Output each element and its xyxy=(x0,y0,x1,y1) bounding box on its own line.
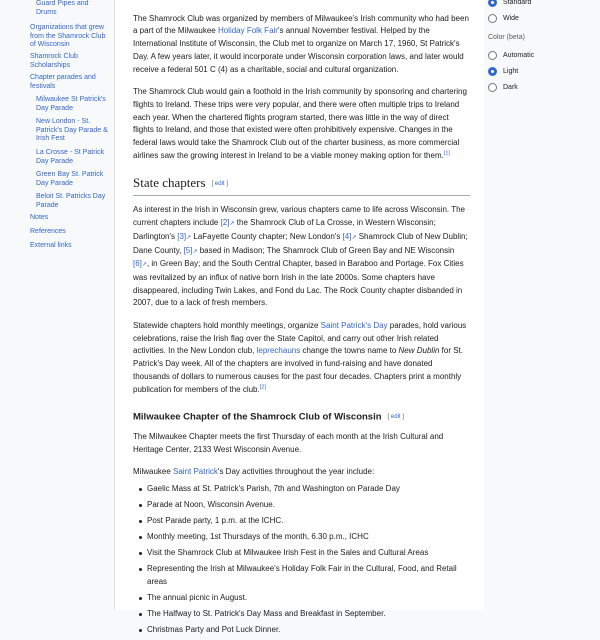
paragraph-text: The Shamrock Club would gain a foothold in the Irish community by sponsoring and chartering flights to Ireland. These trips were very popular, and there were often multiple trips to Ireland each year. When the chartered flights program started, there was little in the way of direct flights to Ireland, and those that existed were often prohibitively expensive. Changes in the federal laws would take the Shamrock Club out of the charter business, as more commercial airlines saw the growing interest in Ireland to be a viable money making option for them. xyxy=(133,87,467,160)
paragraph-text: As interest in the Irish in Wisconsin grew, various chapters came to life across Wisconsin. The current chapters include xyxy=(133,205,465,228)
reference-link[interactable]: [2] xyxy=(220,218,230,228)
external-link-icon: ↗ xyxy=(141,262,147,269)
radio-icon[interactable] xyxy=(488,51,497,60)
paragraph-text: the Shamrock Club of La Crosse, in Western Wisconsin; Darlington's xyxy=(133,218,436,241)
list-item: Parade at Noon, Wisconsin Avenue. xyxy=(139,499,470,512)
paragraph-activities-intro xyxy=(133,466,470,479)
list-item: Monthly meeting, 1st Thursdays of the month, 6.30 p.m., ICHC xyxy=(139,531,470,544)
external-link-icon: ↗ xyxy=(192,248,198,255)
paragraph-flights xyxy=(133,86,470,162)
reference-1[interactable]: [1] xyxy=(443,150,450,157)
toc-item-new-london[interactable]: New London - St. Patrick's Day Parade & Irish Fest xyxy=(36,118,108,143)
new-dublin-italic: New Dublin xyxy=(398,346,440,356)
milwaukee-chapter-heading xyxy=(133,410,470,425)
radio-icon[interactable] xyxy=(488,83,497,92)
list-item: Christmas Party and Pot Luck Dinner. xyxy=(139,624,470,637)
toc-item-la-crosse[interactable]: La Crosse - St Patrick Day Parade xyxy=(36,149,105,165)
color-option-automatic[interactable] xyxy=(488,51,534,60)
option-label: Dark xyxy=(503,84,518,91)
toc-item-notes[interactable]: Notes xyxy=(30,214,49,221)
toc-item-references[interactable]: References xyxy=(30,228,66,235)
paragraph-activities xyxy=(133,320,470,396)
paragraph-chapters xyxy=(133,204,470,310)
paragraph-organized xyxy=(133,13,470,77)
paragraph-text: change the towns name to xyxy=(300,346,399,356)
toc-item-organizations[interactable]: Organizations that grew from the Shamrock Club of Wisconsin xyxy=(30,24,106,49)
toc-item-green-bay[interactable]: Green Bay St. Patrick Day Parade xyxy=(36,171,104,187)
edit-section xyxy=(388,414,404,420)
paragraph-text: parades, hold various celebrations, raise the Irish flag over the State Capitol, and carry out other Irish related activities. In the New London club, xyxy=(133,321,467,356)
leprechauns-link[interactable]: leprechauns xyxy=(256,346,301,356)
paragraph-text: Statewide chapters hold monthly meetings, organize xyxy=(133,321,321,331)
toc-item-scholarships[interactable]: Shamrock Club Scholarships xyxy=(30,53,78,69)
bracket: ] xyxy=(400,414,404,421)
paragraph-text: , in Green Bay; and the South Central Chapter, based in Baraboo and Portage. Fox Cities was revitalized by an influx of native born Irish in the late 2000s. Some chapters have disappeared, including Twin Lakes, and Fond du Lac. The Rock County chapter disbanded in 2007, due to a lack of fresh members. xyxy=(133,259,464,308)
toc-item-milwaukee-parade[interactable]: Milwaukee St Patrick's Day Parade xyxy=(36,96,106,112)
reference-link[interactable]: [5] xyxy=(183,245,193,255)
table-of-contents xyxy=(0,0,112,600)
toc-item-external-links[interactable]: External links xyxy=(30,242,72,249)
option-label: Standard xyxy=(503,0,532,6)
color-section-label: Color (beta) xyxy=(488,34,525,41)
color-option-light[interactable] xyxy=(488,67,518,76)
list-item: Post Parade party, 1 p.m. at the ICHC. xyxy=(139,515,470,528)
external-link-icon: ↗ xyxy=(351,234,357,241)
saint-patricks-day-link[interactable]: Saint Patrick's Day xyxy=(320,321,388,331)
edit-link[interactable]: edit xyxy=(214,181,225,188)
option-label: Wide xyxy=(503,15,519,22)
reference-link[interactable]: [4] xyxy=(342,231,352,241)
list-item: The Halfway to St. Patrick's Day Mass and Breakfast in September. xyxy=(139,608,470,621)
intro-fragment xyxy=(133,0,470,3)
list-item: The annual picnic in August. xyxy=(139,592,470,605)
article-body xyxy=(114,0,484,634)
appearance-panel xyxy=(486,0,600,600)
paragraph-text: 's Day activities throughout the year include: xyxy=(217,467,375,477)
reference-link[interactable]: [6] xyxy=(133,259,142,269)
external-link-icon: ↗ xyxy=(229,221,235,228)
paragraph-meetings: The Milwaukee Chapter meets the first Thursday of each month at the Irish Cultural and Heritage Center, 2133 West Wisconsin Avenue. xyxy=(133,431,444,454)
radio-selected-icon[interactable] xyxy=(488,0,497,7)
paragraph-text: for St. Patrick's Day week. All of the chapters are involved in fund-raising and have donated thousands of dollars to numerous causes for the past four decades. Chapters print a monthly publication for members of the club. xyxy=(133,346,463,394)
toc-item-guard-pipes[interactable]: Guard Pipes and Drums xyxy=(36,0,89,16)
toc-item-chapter-parades[interactable]: Chapter parades and festivals xyxy=(30,74,96,90)
list-item: Representing the Irish at Milwaukee's Holiday Folk Fair in the Cultural, Food, and Retail areas xyxy=(139,563,470,588)
paragraph-text: The Shamrock Club was organized by members of Milwaukee's Irish community who had been a part of the Milwaukee xyxy=(133,13,469,36)
state-chapters-heading xyxy=(133,174,470,196)
paragraph-text: 's annual November festival. Helped by the International Institute of Wisconsin, the Club met to organize on March 17, 1960, St Patrick's Day. A few years later, it would incorporate under Wisconsin corporation laws, and later would receive a federal 501 C (4) as a charitable, social and cultural organization. xyxy=(133,26,464,74)
list-item: Visit the Shamrock Club at Milwaukee Irish Fest in the Sales and Cultural Areas xyxy=(139,547,470,560)
option-label: Light xyxy=(503,68,519,75)
bracket: [ xyxy=(211,181,215,188)
reference-2[interactable]: [2] xyxy=(259,383,266,390)
paragraph-text: based in Madison; The Shamrock Club of Green Bay and NE Wisconsin xyxy=(197,245,455,255)
width-option-wide[interactable] xyxy=(488,14,519,23)
paragraph-text: Shamrock Club of New Dublin; Dane County, xyxy=(133,231,468,255)
color-option-dark[interactable] xyxy=(488,83,518,92)
width-option-standard[interactable] xyxy=(488,0,531,7)
reference-link[interactable]: [3] xyxy=(177,231,187,241)
saint-patrick-link[interactable]: Saint Patrick xyxy=(173,467,218,477)
toc-item-beloit[interactable]: Beloit St. Patricks Day Parade xyxy=(36,193,106,209)
holiday-folk-fair-link[interactable]: Holiday Folk Fair xyxy=(217,26,278,36)
activities-list xyxy=(139,483,470,636)
radio-selected-icon[interactable] xyxy=(488,67,497,76)
bracket: [ xyxy=(387,414,391,421)
external-link-icon: ↗ xyxy=(186,234,192,241)
heading-text: Milwaukee Chapter of the Shamrock Club of Wisconsin xyxy=(133,411,382,423)
article-content xyxy=(133,0,470,640)
radio-icon[interactable] xyxy=(488,14,497,23)
edit-link[interactable]: edit xyxy=(390,414,401,421)
heading-text: State chapters xyxy=(133,175,206,191)
option-label: Automatic xyxy=(503,52,535,59)
paragraph-text: LaFayette County chapter; New London's xyxy=(191,231,343,241)
edit-section xyxy=(212,181,228,187)
paragraph-text: Milwaukee xyxy=(133,467,174,477)
list-item: Gaelic Mass at St. Patrick's Parish, 7th and Washington on Parade Day xyxy=(139,483,470,496)
bracket: ] xyxy=(224,181,228,188)
